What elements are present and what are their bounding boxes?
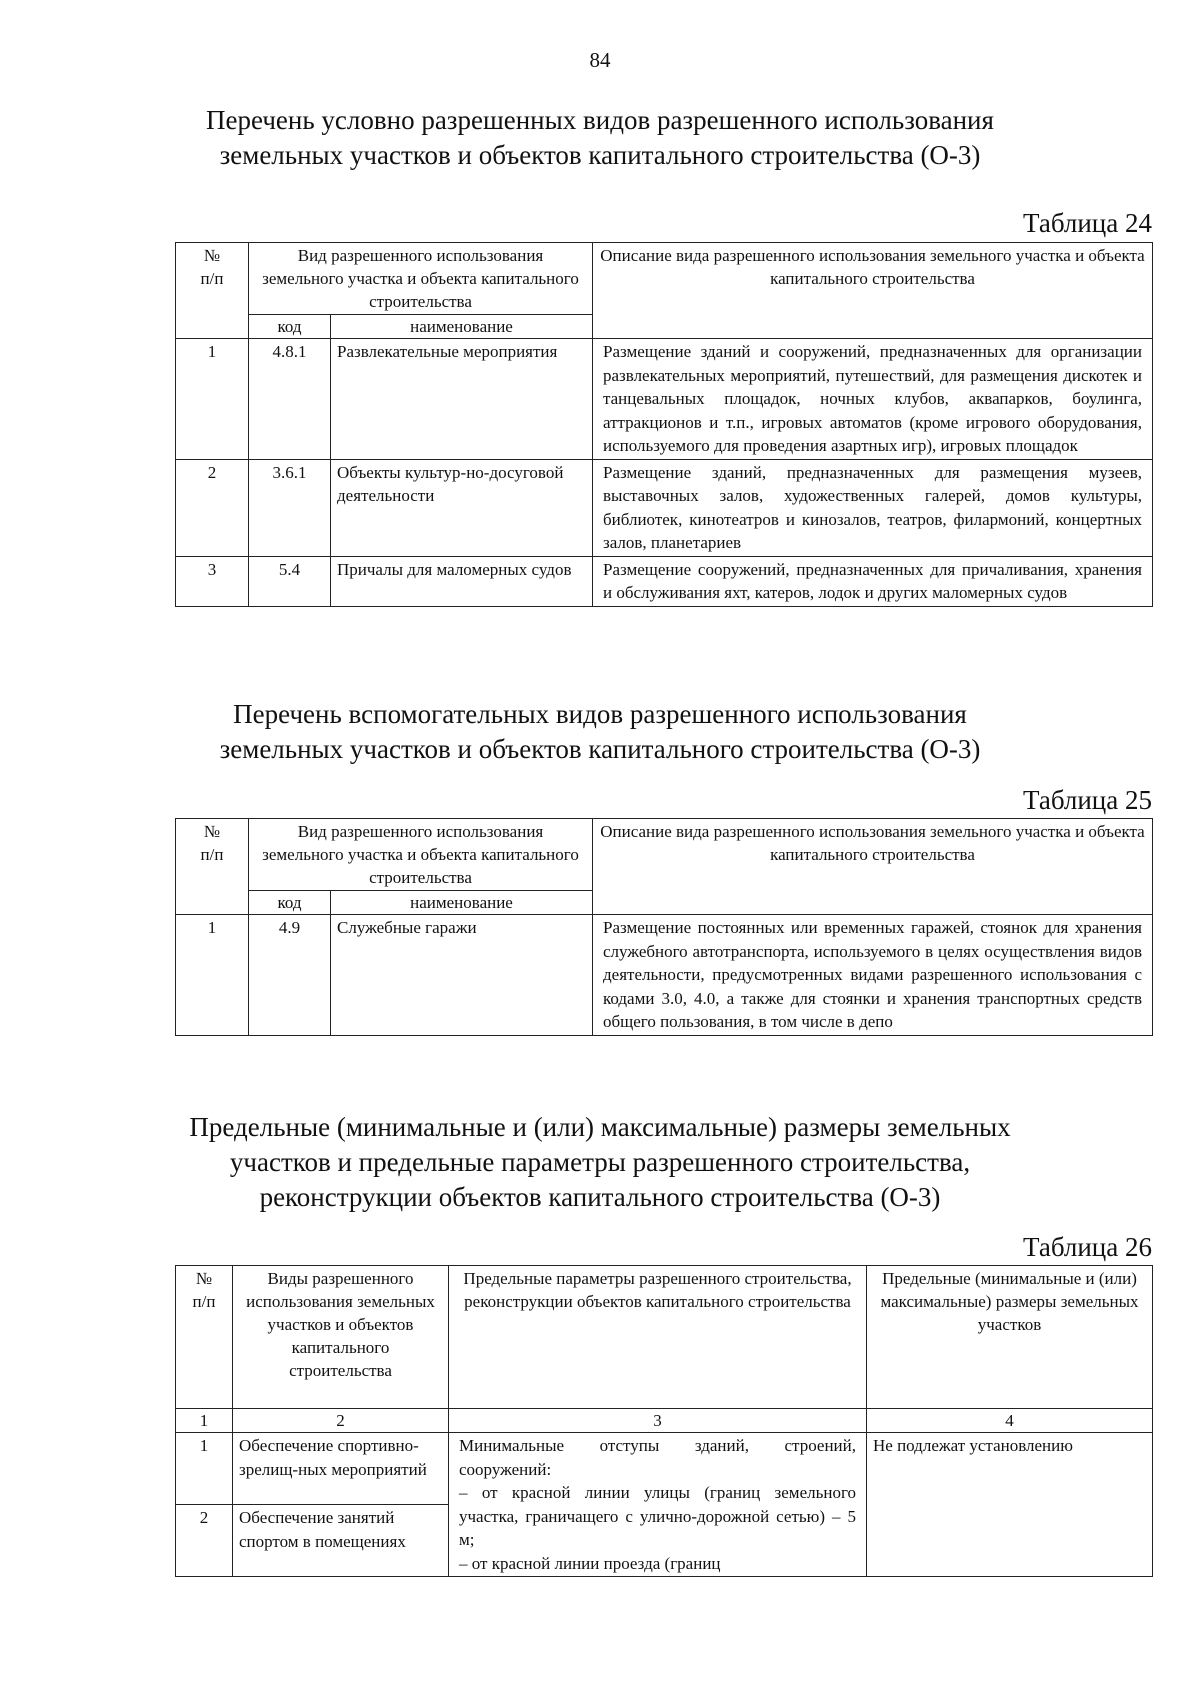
header-num: № п/п: [176, 1266, 233, 1409]
section3-title: [0, 1110, 1200, 1215]
row-name: Причалы для маломерных судов: [331, 556, 593, 606]
row-num: 1: [176, 915, 249, 1036]
page-number: 84: [589, 48, 611, 72]
section1-title: [0, 103, 1200, 173]
table-row: [176, 459, 1153, 556]
row-desc: Размещение зданий, предназначенных для размещения музеев, выставочных залов, художественных галерей, домов культуры, библиотек, кинотеатров и кинозалов, театров, филармоний, концертных залов, планетариев: [593, 459, 1153, 556]
header-params: Предельные параметры разрешенного строительства, реконструкции объектов капитального строительства: [449, 1266, 867, 1409]
table24-label: Таблица 24: [1023, 208, 1152, 238]
section2-title-line: земельных участков и объектов капитального строительства (О-3): [219, 734, 981, 764]
row-kod: 4.8.1: [249, 339, 331, 460]
col-number: 3: [449, 1409, 867, 1433]
header-kod: код: [249, 891, 331, 915]
header-opisanie: Описание вида разрешенного использования земельного участка и объекта капитального строительства: [593, 819, 1153, 915]
row-desc: Размещение постоянных или временных гаражей, стоянок для хранения служебного автотранспорта, используемого в целях осуществления видов деятельности, предусмотренных видами разрешенного использования с кодами 3.0, 4.0, а также для стоянки и хранения транспортных средств общего пользования, в том числе в депо: [593, 915, 1153, 1036]
table-row: [176, 556, 1153, 606]
header-naim: наименование: [331, 891, 593, 915]
header-num: № п/п: [176, 819, 249, 915]
header-naim: наименование: [331, 315, 593, 339]
header-sizes: Предельные (минимальные и (или) максимальные) размеры земельных участков: [867, 1266, 1153, 1409]
row-num: 1: [176, 1433, 233, 1505]
row-kod: 4.9: [249, 915, 331, 1036]
row-kod: 5.4: [249, 556, 331, 606]
header-num: № п/п: [176, 243, 249, 339]
col-number: 4: [867, 1409, 1153, 1433]
table25-label: Таблица 25: [1023, 785, 1152, 815]
params-text: Минимальные отступы зданий, строений, сооружений: – от красной линии улицы (границ земельного участка, граничащего с улично-дорожной сетью) – 5 м; – от красной линии проезда (границ: [449, 1433, 867, 1577]
header-vid: Виды разрешенного использования земельных участков и объектов капитального строительства: [233, 1266, 449, 1409]
table-26: [175, 1265, 1153, 1577]
row-name: Служебные гаражи: [331, 915, 593, 1036]
row-name: Развлекательные мероприятия: [331, 339, 593, 460]
header-vid: Вид разрешенного использования земельного участка и объекта капитального строительства: [249, 819, 593, 891]
section1-title-line: земельных участков и объектов капитального строительства (О-3): [219, 140, 981, 170]
section2-title-line: Перечень вспомогательных видов разрешенного использования: [233, 699, 967, 729]
col-number: 1: [176, 1409, 233, 1433]
row-name: Обеспечение занятий спортом в помещениях: [233, 1505, 449, 1577]
table26-label: Таблица 26: [1023, 1232, 1152, 1262]
row-kod: 3.6.1: [249, 459, 331, 556]
row-num: 1: [176, 339, 249, 460]
row-num: 2: [176, 1505, 233, 1577]
table-25: [175, 818, 1153, 1036]
row-num: 2: [176, 459, 249, 556]
table-row: [176, 339, 1153, 460]
section3-title-line: участков и предельные параметры разрешенного строительства,: [229, 1147, 971, 1177]
header-opisanie: Описание вида разрешенного использования земельного участка и объекта капитального строительства: [593, 243, 1153, 339]
table-row: [176, 1433, 1153, 1505]
row-num: 3: [176, 556, 249, 606]
header-kod: код: [249, 315, 331, 339]
table-row: [176, 915, 1153, 1036]
section3-title-line: Предельные (минимальные и (или) максимальные) размеры земельных: [189, 1112, 1011, 1142]
col-number: 2: [233, 1409, 449, 1433]
table-24: [175, 242, 1153, 607]
row-desc: Размещение зданий и сооружений, предназначенных для организации развлекательных мероприятий, путешествий, для размещения дискотек и танцевальных площадок, ночных клубов, аквапарков, боулинга, аттракционов и т.п., игровых автоматов (кроме игрового оборудования, используемого для проведения азартных игр), игровых площадок: [593, 339, 1153, 460]
section1-title-line: Перечень условно разрешенных видов разрешенного использования: [206, 105, 994, 135]
section2-title: [0, 697, 1200, 767]
header-vid: Вид разрешенного использования земельного участка и объекта капитального строительства: [249, 243, 593, 315]
row-name: Объекты культур-но-досуговой деятельности: [331, 459, 593, 556]
section3-title-line: реконструкции объектов капитального строительства (О-3): [259, 1182, 941, 1212]
row-name: Обеспечение спортивно-зрелищ-ных мероприятий: [233, 1433, 449, 1505]
row-desc: Размещение сооружений, предназначенных для причаливания, хранения и обслуживания яхт, катеров, лодок и других маломерных судов: [593, 556, 1153, 606]
sizes-text: Не подлежат установлению: [867, 1433, 1153, 1577]
